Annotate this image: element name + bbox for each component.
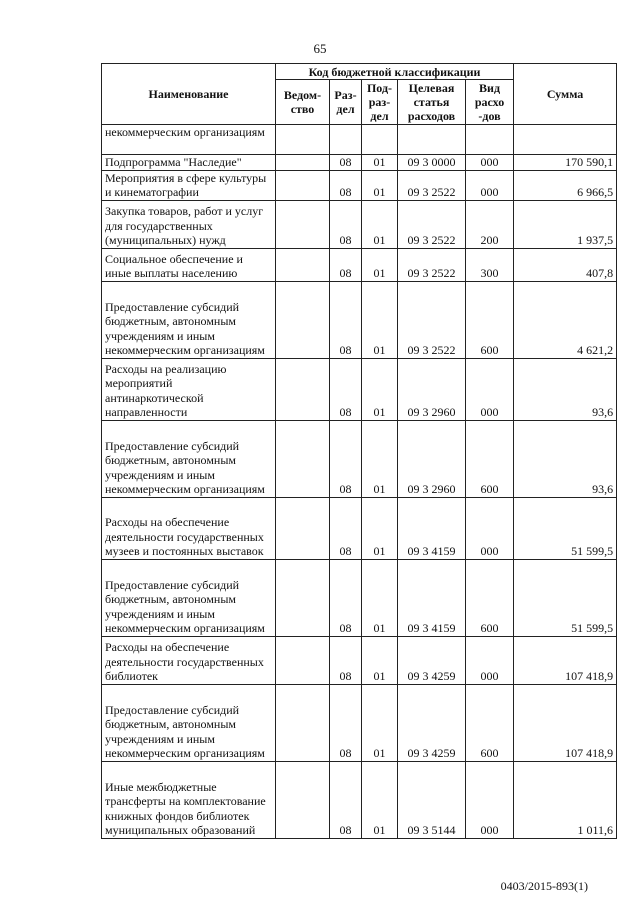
row-tselevaya: 09 3 2522 [398, 170, 466, 200]
row-name: Предоставление субсидий бюджетным, автономным учреждениям и иным некоммерческим организациям [102, 420, 276, 497]
row-podrazdel: 01 [362, 155, 398, 171]
row-summa: 1 937,5 [514, 200, 617, 248]
row-podrazdel: 01 [362, 420, 398, 497]
row-summa: 51 599,5 [514, 497, 617, 559]
row-razdel: 08 [330, 200, 362, 248]
row-podrazdel: 01 [362, 684, 398, 761]
row-tselevaya: 09 3 0000 [398, 155, 466, 171]
header-tselevaya: Целевая статья расходов [398, 80, 466, 125]
row-podrazdel: 01 [362, 170, 398, 200]
row-vedomstvo [276, 497, 330, 559]
row-name: Подпрограмма "Наследие" [102, 155, 276, 171]
row-podrazdel: 01 [362, 559, 398, 636]
row-podrazdel: 01 [362, 761, 398, 838]
row-summa: 6 966,5 [514, 170, 617, 200]
row-vid: 000 [466, 636, 514, 684]
row-tselevaya: 09 3 2522 [398, 248, 466, 281]
table-row [102, 497, 617, 559]
row-vid: 600 [466, 281, 514, 358]
header-code-group: Код бюджетной классификации [276, 64, 514, 80]
row-vedomstvo [276, 200, 330, 248]
row-vedomstvo [276, 420, 330, 497]
row-tselevaya: 09 3 2522 [398, 200, 466, 248]
row-tselevaya: 09 3 2960 [398, 358, 466, 420]
header-summa: Сумма [514, 64, 617, 125]
row-name: Иные межбюджетные трансферты на комплектование книжных фондов библиотек муниципальных образований [102, 761, 276, 838]
row-summa: 93,6 [514, 420, 617, 497]
row-name: Предоставление субсидий бюджетным, автономным учреждениям и иным некоммерческим организациям [102, 684, 276, 761]
row-razdel: 08 [330, 170, 362, 200]
header-razdel: Раз-дел [330, 80, 362, 125]
row-razdel: 08 [330, 497, 362, 559]
row-name: Предоставление субсидий бюджетным, автономным учреждениям и иным некоммерческим организациям [102, 281, 276, 358]
row-vid: 200 [466, 200, 514, 248]
page-number: 65 [313, 41, 327, 56]
row-vid: 000 [466, 155, 514, 171]
row-summa: 93,6 [514, 358, 617, 420]
row-razdel: 08 [330, 420, 362, 497]
row-razdel: 08 [330, 761, 362, 838]
row-summa: 170 590,1 [514, 155, 617, 171]
table-row [102, 248, 617, 281]
row-podrazdel: 01 [362, 358, 398, 420]
row-vid: 000 [466, 170, 514, 200]
row-name: Социальное обеспечение и иные выплаты населению [102, 248, 276, 281]
row-tselevaya: 09 3 5144 [398, 761, 466, 838]
document-code: 0403/2015-893(1) [500, 879, 588, 893]
header-vid: Вид расхо -дов [466, 80, 514, 125]
row-summa: 107 418,9 [514, 636, 617, 684]
row-podrazdel: 01 [362, 497, 398, 559]
row-vedomstvo [276, 636, 330, 684]
row-summa: 407,8 [514, 248, 617, 281]
row-name: Предоставление субсидий бюджетным, автономным учреждениям и иным некоммерческим организациям [102, 559, 276, 636]
row-razdel: 08 [330, 684, 362, 761]
row-vid: 000 [466, 358, 514, 420]
row-podrazdel: 01 [362, 636, 398, 684]
table-row [102, 684, 617, 761]
row-razdel: 08 [330, 248, 362, 281]
row-tselevaya: 09 3 4259 [398, 636, 466, 684]
table-row [102, 170, 617, 200]
row-razdel: 08 [330, 358, 362, 420]
row-podrazdel: 01 [362, 248, 398, 281]
row-razdel: 08 [330, 636, 362, 684]
row-name: Расходы на обеспечение деятельности государственных библиотек [102, 636, 276, 684]
table-row [102, 420, 617, 497]
row-vedomstvo [276, 559, 330, 636]
row-summa: 1 011,6 [514, 761, 617, 838]
row-vid: 600 [466, 559, 514, 636]
row-summa: 4 621,2 [514, 281, 617, 358]
row-tselevaya: 09 3 2960 [398, 420, 466, 497]
row-tselevaya: 09 3 4259 [398, 684, 466, 761]
row-razdel: 08 [330, 155, 362, 171]
row-name: Закупка товаров, работ и услуг для государственных (муниципальных) нужд [102, 200, 276, 248]
header-name: Наименование [102, 64, 276, 125]
row-vid: 000 [466, 761, 514, 838]
row-razdel: 08 [330, 559, 362, 636]
continuation-row [102, 125, 617, 155]
header-vedomstvo: Ведом-ство [276, 80, 330, 125]
row-vid: 300 [466, 248, 514, 281]
table-row [102, 559, 617, 636]
table-row [102, 761, 617, 838]
row-vid: 600 [466, 420, 514, 497]
row-vedomstvo [276, 281, 330, 358]
row-name: Расходы на реализацию мероприятий антинаркотической направленности [102, 358, 276, 420]
row-summa: 107 418,9 [514, 684, 617, 761]
row-vedomstvo [276, 248, 330, 281]
header-podrazdel: Под-раз-дел [362, 80, 398, 125]
table-row [102, 636, 617, 684]
row-vedomstvo [276, 358, 330, 420]
row-vedomstvo [276, 684, 330, 761]
row-summa: 51 599,5 [514, 559, 617, 636]
row-name: Мероприятия в сфере культуры и кинематографии [102, 170, 276, 200]
row-podrazdel: 01 [362, 200, 398, 248]
table-row [102, 155, 617, 171]
row-vid: 600 [466, 684, 514, 761]
table-row [102, 281, 617, 358]
row-vedomstvo [276, 155, 330, 171]
continuation-name: некоммерческим организациям [102, 125, 276, 155]
row-podrazdel: 01 [362, 281, 398, 358]
table-row [102, 200, 617, 248]
row-vedomstvo [276, 761, 330, 838]
row-vid: 000 [466, 497, 514, 559]
row-name: Расходы на обеспечение деятельности государственных музеев и постоянных выставок [102, 497, 276, 559]
row-razdel: 08 [330, 281, 362, 358]
row-tselevaya: 09 3 2522 [398, 281, 466, 358]
row-vedomstvo [276, 170, 330, 200]
table-row [102, 358, 617, 420]
budget-table [101, 63, 617, 839]
row-tselevaya: 09 3 4159 [398, 497, 466, 559]
row-tselevaya: 09 3 4159 [398, 559, 466, 636]
